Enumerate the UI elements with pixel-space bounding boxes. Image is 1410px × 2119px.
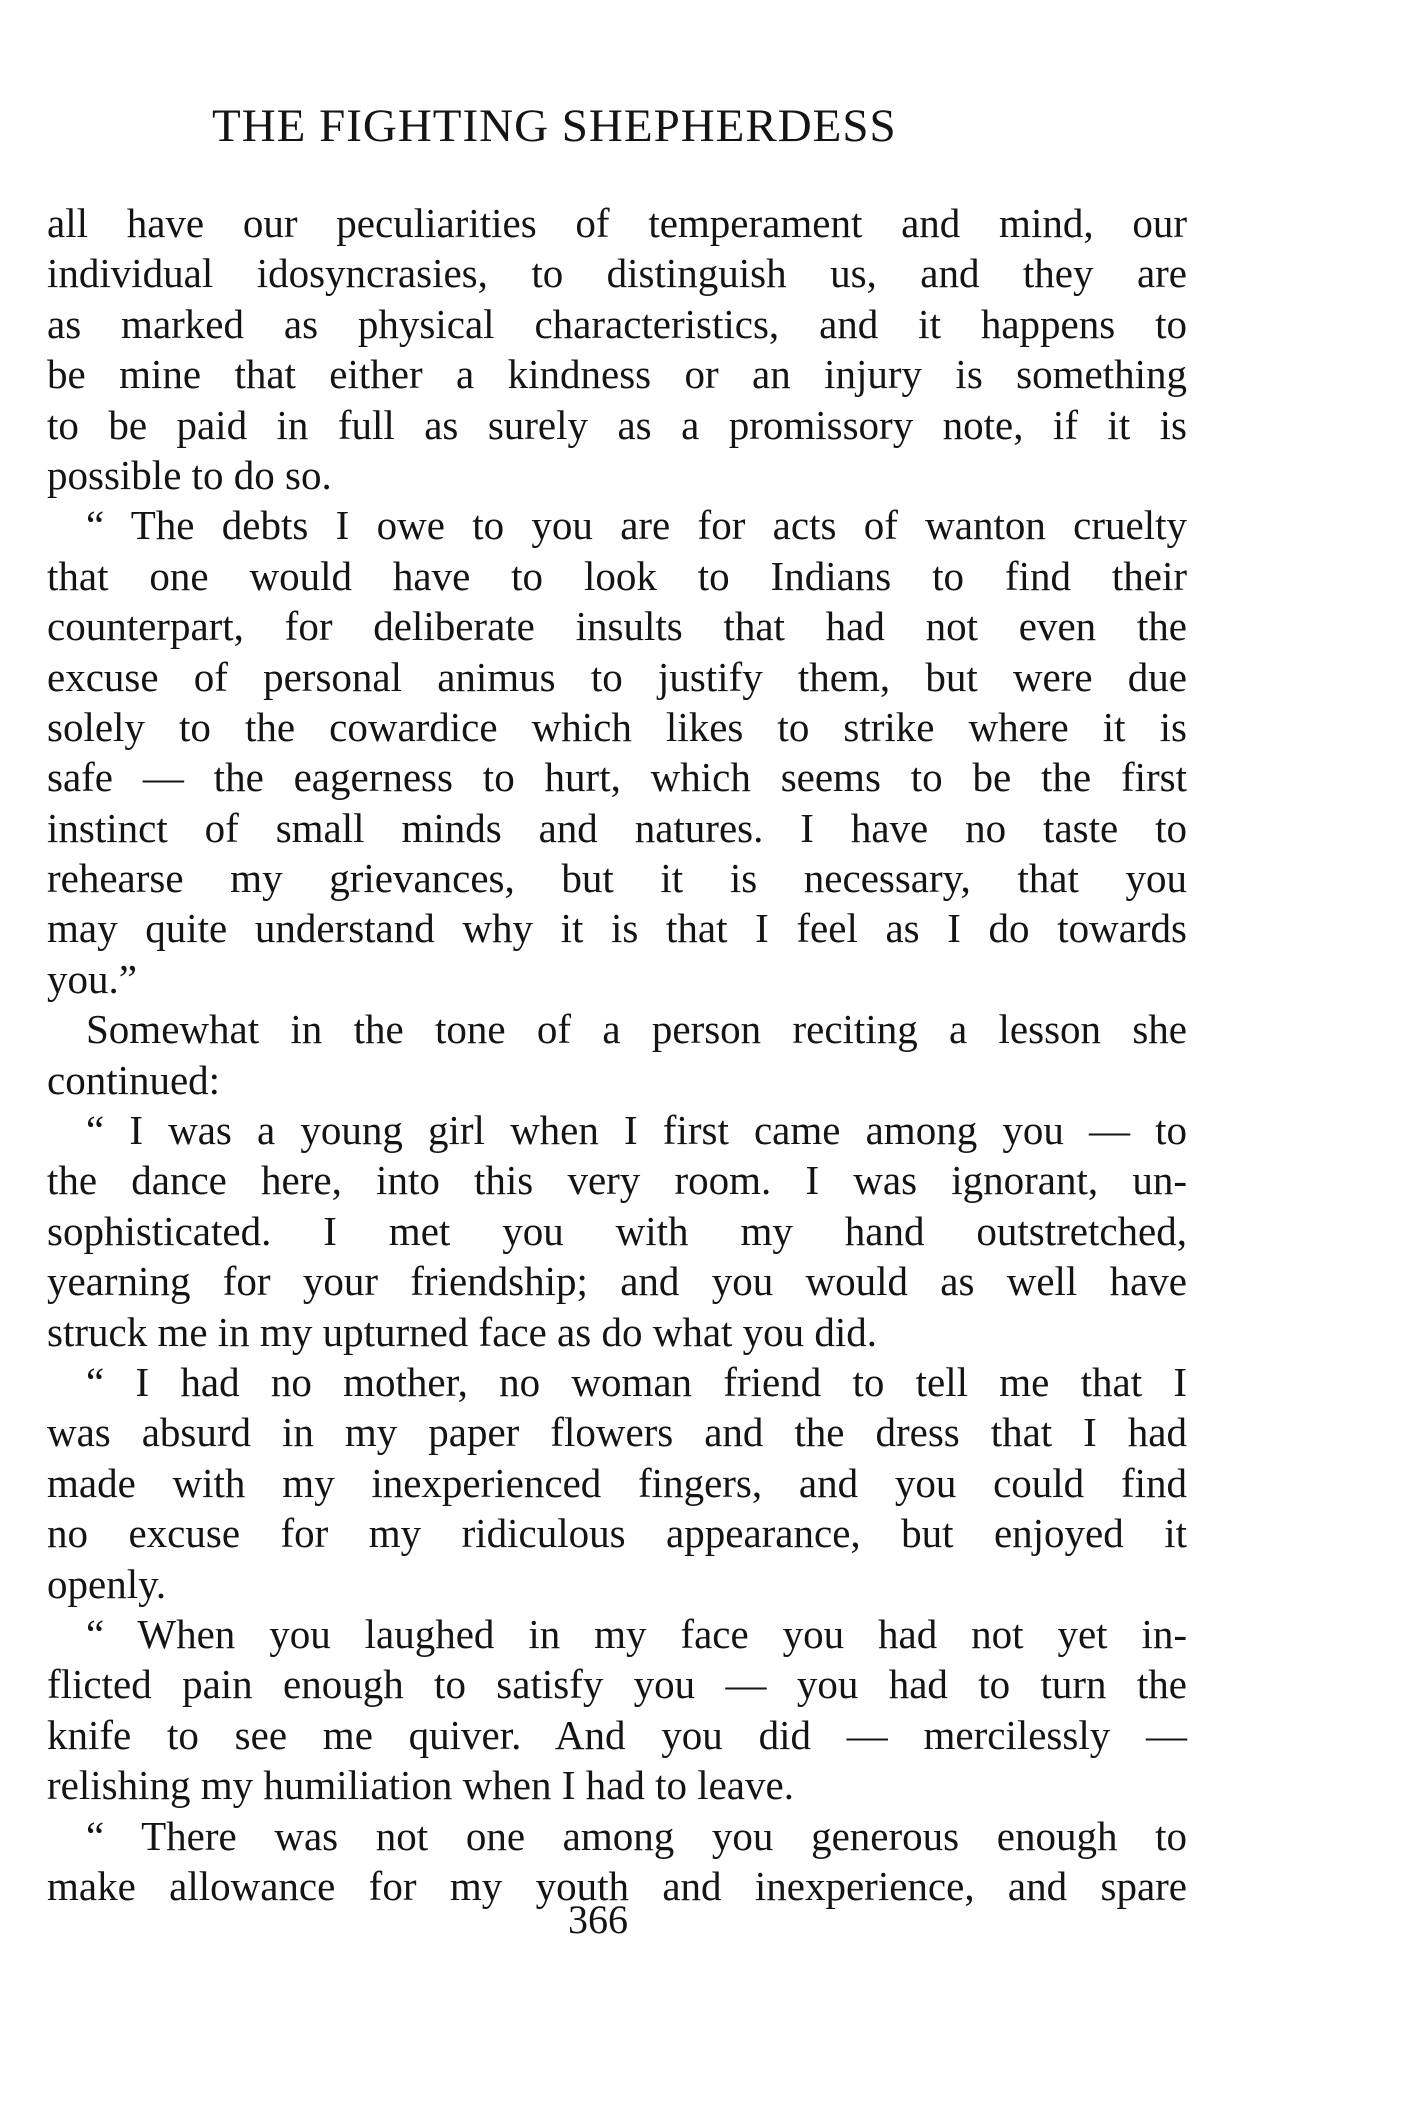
- text-line: relishing my humiliation when I had to leave.: [47, 1762, 794, 1809]
- text-line: individual idosyncrasies, to distinguish us, and they are: [47, 250, 1187, 297]
- text-line: “ I had no mother, no woman friend to tell me that I: [86, 1358, 1187, 1405]
- text-line: rehearse my grievances, but it is necessary, that you: [47, 855, 1187, 902]
- page-number: 366: [568, 1897, 628, 1942]
- text-line: safe — the eagerness to hurt, which seems to be the first: [47, 754, 1187, 801]
- text-line: be mine that either a kindness or an injury is something: [47, 351, 1187, 398]
- text-line: excuse of personal animus to justify them, but were due: [47, 653, 1187, 700]
- text-line: to be paid in full as surely as a promissory note, if it is: [47, 401, 1187, 448]
- text-line: was absurd in my paper flowers and the dress that I had: [47, 1409, 1187, 1456]
- text-line: as marked as physical characteristics, and it happens to: [47, 300, 1187, 347]
- text-line: Somewhat in the tone of a person reciting a lesson she: [86, 1006, 1187, 1053]
- running-head: THE FIGHTING SHEPHERDESS: [212, 100, 897, 152]
- text-line: “ The debts I owe to you are for acts of wanton cruelty: [86, 502, 1187, 549]
- text-line: struck me in my upturned face as do what you did.: [47, 1308, 878, 1355]
- text-line: yearning for your friendship; and you would as well have: [47, 1258, 1187, 1305]
- text-line: no excuse for my ridiculous appearance, but enjoyed it: [47, 1510, 1187, 1557]
- text-line: made with my inexperienced fingers, and you could find: [47, 1459, 1187, 1506]
- text-line: you.”: [47, 955, 137, 1002]
- text-line: the dance here, into this very room. I was ignorant, un-: [47, 1157, 1187, 1204]
- text-line: solely to the cowardice which likes to strike where it is: [47, 703, 1187, 750]
- text-line: make allowance for my youth and inexperience, and spare: [47, 1862, 1187, 1909]
- text-line: may quite understand why it is that I feel as I do towards: [47, 905, 1187, 952]
- text-line: knife to see me quiver. And you did — mercilessly —: [47, 1711, 1187, 1758]
- text-line: counterpart, for deliberate insults that had not even the: [47, 603, 1187, 650]
- text-line: “ There was not one among you generous enough to: [86, 1812, 1187, 1859]
- text-line: sophisticated. I met you with my hand outstretched,: [47, 1207, 1187, 1254]
- text-line: openly.: [47, 1560, 167, 1607]
- text-line: that one would have to look to Indians to find their: [47, 552, 1187, 599]
- text-line: “ I was a young girl when I first came among you — to: [86, 1107, 1187, 1154]
- text-line: continued:: [47, 1056, 221, 1103]
- text-line: “ When you laughed in my face you had not yet in-: [86, 1610, 1187, 1657]
- text-line: flicted pain enough to satisfy you — you had to turn the: [47, 1661, 1187, 1708]
- text-line: possible to do so.: [47, 451, 332, 498]
- text-line: all have our peculiarities of temperament and mind, our: [47, 200, 1187, 246]
- text-line: instinct of small minds and natures. I have no taste to: [47, 804, 1187, 851]
- body-text: [47, 198, 1187, 1911]
